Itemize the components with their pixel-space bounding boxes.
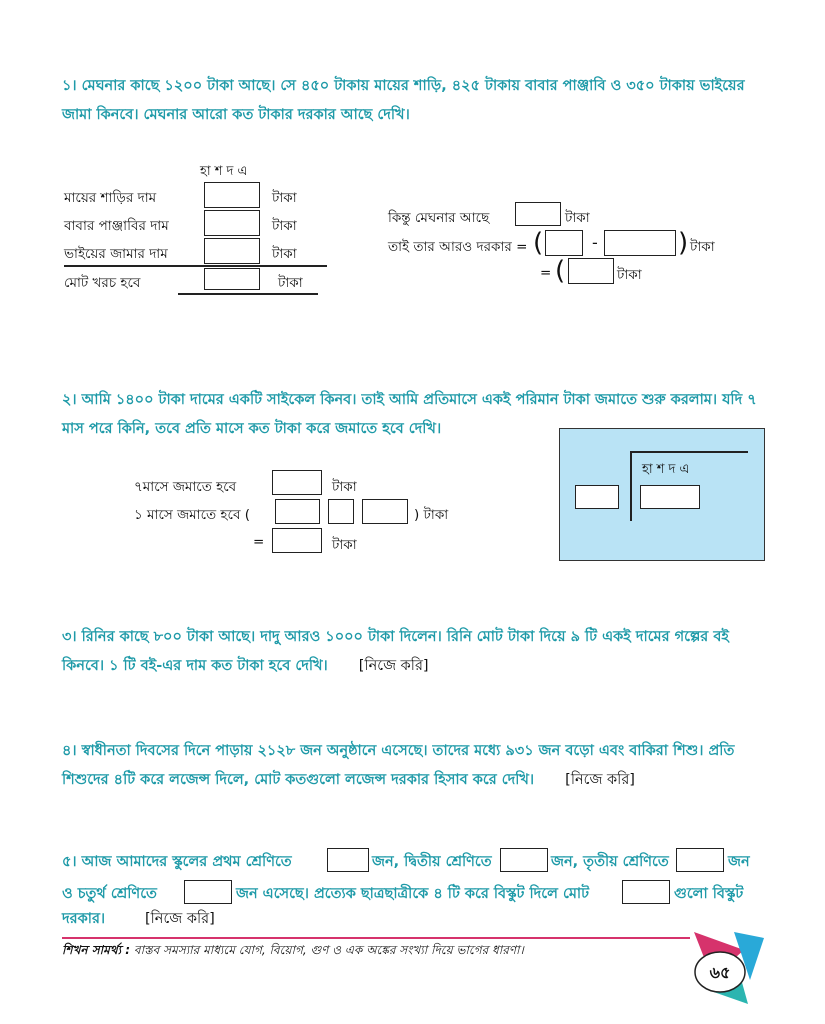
panel-place-header: হা শ দ এ <box>642 462 690 477</box>
sum-line-bottom <box>178 293 318 295</box>
row-label-punjabi: বাবার পাঞ্জাবির দাম <box>64 218 169 234</box>
question-3-body: ৩। রিনির কাছে ৮০০ টাকা আছে। দাদু আরও ১০০০ টাকা দিলেন। রিনি মোট টাকা দিয়ে ৯ টি একই দামের গল্পের বই কিনবে। ১ টি বই-এর দাম কত টাকা হবে দেখি। <box>62 629 729 674</box>
row-unit-punjabi: টাকা <box>272 218 297 234</box>
question-3-text <box>62 623 762 681</box>
panel-dividend-box[interactable] <box>640 485 700 509</box>
question-4-body: ৪। স্বাধীনতা দিবসের দিনে পাড়ায় ২১২৮ জন অনুষ্ঠানে এসেছে। তাদের মধ্যে ৯৩১ জন বড়ো এবং বাকিরা শিশু। প্রতি শিশুদের ৪টি করে লজেন্স দিলে, মোট কতগুলো লজেন্স দরকার হিসাব করে দেখি। <box>62 743 735 788</box>
self-practice-tag-q3: [নিজে করি] <box>358 658 429 674</box>
row-unit-shirt: টাকা <box>272 246 297 262</box>
answer-box-subtrahend[interactable] <box>604 230 676 256</box>
monthly-unit: টাকা <box>332 537 357 553</box>
row-unit-total: টাকা <box>278 275 303 291</box>
learning-outcome-text: বাস্তব সমস্যার মাধ্যমে যোগ, বিয়োগ, গুণ ও এক অঙ্কের সংখ্যা দিয়ে ভাগের ধারণা। <box>133 943 524 957</box>
work-panel <box>559 428 765 561</box>
needs-more-label: তাই তার আরও দরকার = <box>388 239 528 255</box>
answer-box-punjabi[interactable] <box>204 210 260 236</box>
one-month-label: ১ মাসে জমাতে হবে ( <box>134 507 251 523</box>
answer-box-dividend[interactable] <box>275 499 320 524</box>
question-5-part5: ও চতুর্থ শ্রেণিতে <box>62 886 157 902</box>
seven-month-label: ৭মাসে জমাতে হবে <box>134 479 237 495</box>
self-practice-tag-q4: [নিজে করি] <box>565 772 635 788</box>
answer-box-monthly[interactable] <box>272 528 322 553</box>
equals-sign-q2: = <box>253 534 265 550</box>
open-paren-2: ( <box>555 256 566 286</box>
answer-box-biscuits[interactable] <box>622 880 670 904</box>
question-5-part8: দরকার। <box>62 911 106 927</box>
answer-box-class1[interactable] <box>327 848 369 872</box>
answer-box-shirt[interactable] <box>204 238 260 264</box>
answer-box-minuend[interactable] <box>545 230 583 256</box>
answer-box-sari[interactable] <box>204 182 260 208</box>
answer-box-result[interactable] <box>568 258 614 284</box>
question-5-part4: জন <box>728 854 750 870</box>
page-number: ৬৫ <box>709 963 731 982</box>
answer-box-divisor[interactable] <box>362 499 408 524</box>
question-5-part2: জন, দ্বিতীয় শ্রেণিতে <box>372 854 492 870</box>
place-value-header: হা শ দ এ <box>200 164 248 179</box>
needs-more-unit: টাকা <box>690 239 715 255</box>
question-5-part6: জন এসেছে। প্রত্যেক ছাত্রছাত্রীকে ৪ টি করে বিস্কুট দিলে মোট <box>236 886 589 902</box>
row-unit-sari: টাকা <box>272 190 297 206</box>
sum-line-top <box>64 265 327 267</box>
equals-sign: = <box>540 265 552 281</box>
answer-box-seven-month[interactable] <box>272 470 322 495</box>
footer-divider <box>62 937 690 939</box>
has-money-label: কিন্তু মেঘনার আছে <box>388 210 490 226</box>
seven-month-unit: টাকা <box>332 479 357 495</box>
has-money-unit: টাকা <box>565 210 590 226</box>
question-4-text <box>62 737 762 795</box>
answer-box-class4[interactable] <box>184 880 232 904</box>
result-unit: টাকা <box>617 267 642 283</box>
question-1-text: ১। মেঘনার কাছে ১২০০ টাকা আছে। সে ৪৫০ টাকায় মায়ের শাড়ি, ৪২৫ টাকায় বাবার পাঞ্জাবি ও ৩৫০ টাকায় ভাইয়ের জামা কিনবে। মেঘনার আরো কত টাকার দরকার আছে দেখি। <box>62 78 745 123</box>
question-2-text: ২। আমি ১৪০০ টাকা দামের একটি সাইকেল কিনব। তাই আমি প্রতিমাসে একই পরিমান টাকা জমাতে শুরু করলাম। যদি ৭ মাস পরে কিনি, তবে প্রতি মাসে কত টাকা করে জমাতে হবে দেখি। <box>62 392 757 437</box>
answer-box-operator[interactable] <box>328 499 354 524</box>
question-5-part7: গুলো বিস্কুট <box>674 886 744 902</box>
question-5-part3: জন, তৃতীয় শ্রেণিতে <box>551 854 669 870</box>
open-paren: ( <box>533 228 544 258</box>
answer-box-total[interactable] <box>204 268 260 290</box>
self-practice-tag-q5: [নিজে করি] <box>145 911 215 927</box>
answer-box-has[interactable] <box>515 202 561 226</box>
row-label-sari: মায়ের শাড়ির দাম <box>64 190 157 206</box>
row-label-total: মোট খরচ হবে <box>64 275 141 291</box>
one-month-unit: ) টাকা <box>414 507 449 523</box>
minus-sign: - <box>592 233 598 252</box>
question-5-part1: ৫। আজ আমাদের স্কুলের প্রথম শ্রেণিতে <box>62 854 292 870</box>
answer-box-class3[interactable] <box>676 848 724 872</box>
close-paren: ) <box>678 228 689 258</box>
learning-outcome-label: শিখন সামর্থ্য : <box>62 943 131 957</box>
learning-outcome <box>62 942 524 962</box>
panel-divisor-box[interactable] <box>575 485 619 509</box>
row-label-shirt: ভাইয়ের জামার দাম <box>64 246 168 262</box>
answer-box-class2[interactable] <box>500 848 548 872</box>
division-bracket-horizontal <box>630 451 748 453</box>
division-bracket-vertical <box>630 451 632 521</box>
